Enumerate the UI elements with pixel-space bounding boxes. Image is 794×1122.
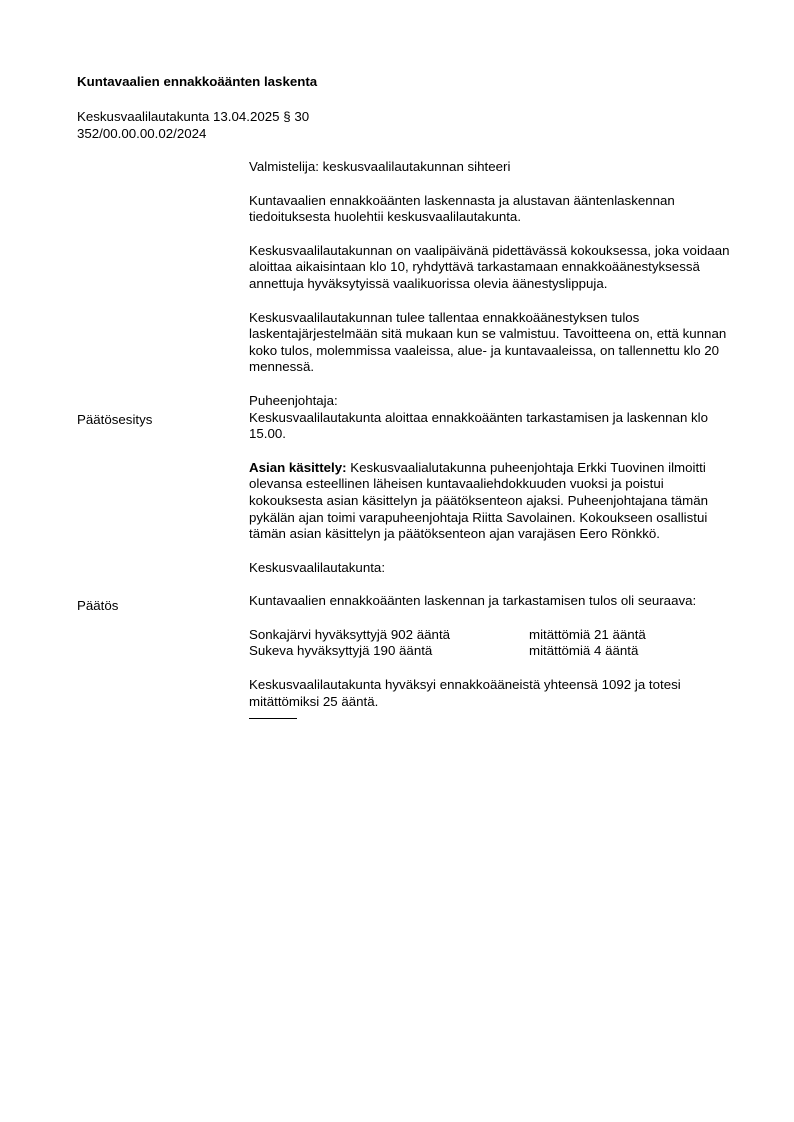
results-table bbox=[249, 627, 739, 660]
accepted-votes: Sonkajärvi hyväksyttyjä 902 ääntä bbox=[249, 626, 451, 642]
document-title: Kuntavaalien ennakkoäänten laskenta bbox=[77, 74, 318, 89]
preparation-paragraph: Keskusvaalilautakunnan tulee tallentaa ennakkoäänestyksen tulos laskentajärjestelmään sitä mukaan kun se valmistuu. Tavoitteena on, että kunnan koko tulos, molemmissa vaaleissa, alue- ja kuntavaaleissa, on tallennettu klo 20 mennessä. bbox=[249, 309, 727, 375]
decision-body: Keskusvaalilautakunta: bbox=[249, 559, 386, 575]
results-row bbox=[249, 627, 739, 644]
meeting-reference-line: Keskusvaalilautakunta 13.04.2025 § 30 bbox=[77, 109, 310, 124]
handling-text: Keskusvaalialutakunna puheenjohtaja Erkki Tuovinen ilmoitti olevansa esteellinen läheisen kuntavaaliehdokkuuden vuoksi ja poistui kokouksesta asian käsittelyn ja päätöksenteon ajaksi. Puheenjohtajana tämän pykälän ajan toimi varapuheenjohtaja Riitta Savolainen. Kokoukseen osallistui tämän asian käsittelyn ja päätöksenteon ajan varajäsen Eero Rönkkö. bbox=[249, 459, 709, 542]
preparation-paragraph: Keskusvaalilautakunnan on vaalipäivänä pidettävässä kokouksessa, joka voidaan aloittaa aikaisintaan klo 10, ryhdyttävä tarkastamaan ennakkoäänestyksessä annettuja hyväksytyissä vaalikuorissa olevia äänestyslippuja. bbox=[249, 242, 730, 291]
preparation-paragraph: Kuntavaalien ennakkoäänten laskennasta ja alustavan ääntenlaskennan tiedoituksesta huolehtii keskusvaalilautakunta. bbox=[249, 192, 675, 225]
decision-summary: Keskusvaalilautakunta hyväksyi ennakkoääneistä yhteensä 1092 ja totesi mitättömiksi 25 ääntä. bbox=[249, 677, 681, 709]
case-number: 352/00.00.00.02/2024 bbox=[77, 125, 207, 141]
handling-paragraph bbox=[249, 460, 739, 543]
decision-label: Päätös bbox=[77, 598, 119, 613]
rejected-votes: mitättömiä 4 ääntä bbox=[529, 643, 639, 659]
proposal-text: Keskusvaalilautakunta aloittaa ennakkoäänten tarkastamisen ja laskennan klo 15.00. bbox=[249, 409, 709, 442]
end-divider bbox=[249, 718, 297, 719]
handling-label: Asian käsittely: bbox=[249, 459, 347, 475]
rejected-votes: mitättömiä 21 ääntä bbox=[529, 626, 646, 642]
proposal-section bbox=[249, 393, 739, 443]
proposal-speaker: Puheenjohtaja: bbox=[249, 392, 338, 408]
proposal-label: Päätösesitys bbox=[77, 412, 153, 427]
meeting-reference bbox=[77, 109, 309, 142]
decision-intro: Kuntavaalien ennakkoäänten laskennan ja tarkastamisen tulos oli seuraava: bbox=[249, 593, 697, 609]
results-row bbox=[249, 643, 739, 660]
preparer-line: Valmistelija: keskusvaalilautakunnan sihteeri bbox=[249, 159, 511, 174]
accepted-votes: Sukeva hyväksyttyjä 190 ääntä bbox=[249, 643, 433, 659]
document-body bbox=[249, 159, 739, 719]
